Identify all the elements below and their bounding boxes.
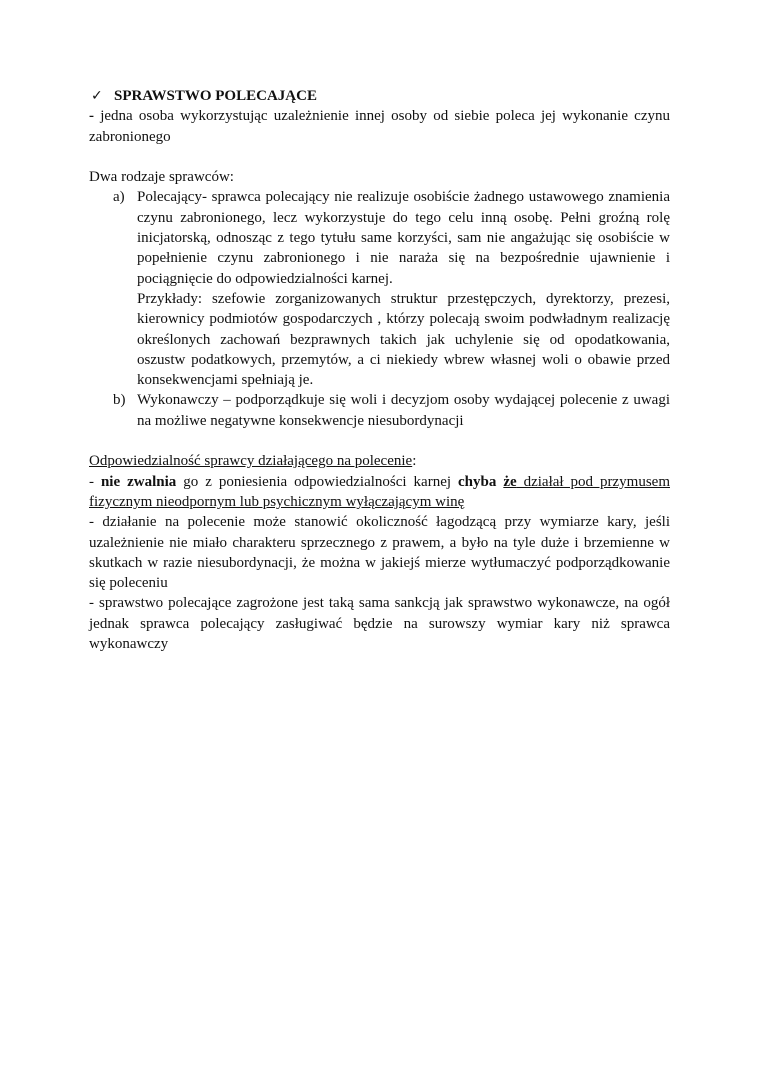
responsibility-heading-colon: : bbox=[412, 453, 417, 470]
responsibility-point-1 bbox=[89, 472, 670, 513]
document-page bbox=[89, 86, 670, 654]
spacer bbox=[89, 431, 670, 451]
section-heading bbox=[89, 86, 670, 106]
list-marker: a) bbox=[113, 189, 125, 206]
list-paragraph: Polecający- sprawca polecający nie realizuje osobiście żadnego ustawowego znamienia czynu zabronionego, lecz wykorzystuje do tego celu inną osobę. Pełni groźną rolę inicjatorską, odnosząc z tego tytułu same korzyści, sam nie angażując się osobiście w popełnienie czynu zabronionego i nie naraża się na bezpośrednie ujawnienie i pociągnięcie do odpowiedzialności karnej. bbox=[137, 189, 670, 287]
responsibility-point-3: - sprawstwo polecające zagrożone jest taką sama sankcją jak sprawstwo wykonawcze, na ogół jednak sprawca polecający zasługiwać będzie na surowszy wymiar kary niż sprawca wykonawczy bbox=[89, 595, 670, 653]
list-item-body bbox=[137, 187, 670, 390]
emphasis-ze: że bbox=[503, 473, 517, 490]
spacer bbox=[89, 147, 670, 167]
definition-paragraph bbox=[89, 106, 670, 147]
responsibility-heading bbox=[89, 451, 670, 471]
emphasis-chyba: chyba bbox=[458, 473, 497, 490]
emphasis-nie-zwalnia: nie zwalnia bbox=[100, 473, 177, 490]
section-title: SPRAWSTWO POLECAJĄCE bbox=[114, 88, 317, 104]
list-paragraph: Wykonawczy – podporządkuje się woli i decyzjom osoby wydającej polecenie z uwagi na możliwe negatywne konsekwencje niesubordynacji bbox=[137, 392, 670, 429]
types-label: Dwa rodzaje sprawców: bbox=[89, 169, 234, 186]
checkmark-icon: ✓ bbox=[91, 88, 103, 104]
responsibility-point-2: - działanie na polecenie może stanowić okoliczność łagodzącą przy wymiarze kary, jeśli uzależnienie nie miało charakteru sprzecznego z prawem, a było na tyle duże i brzemienne w skutkach w razie niesubordynacji, że można w jakiejś mierze wytłumaczyć podporządkowanie się poleceniu bbox=[89, 514, 670, 592]
point-text-underlined: działał pod przymusem fizycznym nieodpornym lub psychicznym wyłączającym winę bbox=[89, 473, 670, 510]
list-marker: b) bbox=[113, 392, 126, 409]
responsibility-heading-text: Odpowiedzialność sprawcy działającego na polecenie bbox=[89, 453, 413, 470]
definition-dash: - bbox=[89, 108, 94, 125]
point-dash: - bbox=[89, 473, 101, 490]
definition-text: jedna osoba wykorzystując uzależnienie innej osoby od siebie poleca jej wykonanie czynu zabronionego bbox=[89, 108, 670, 145]
point-text: go z poniesienia odpowiedzialności karnej bbox=[176, 473, 458, 490]
list-paragraph: Przykłady: szefowie zorganizowanych struktur przestępczych, dyrektorzy, prezesi, kierownicy podmiotów gospodarczych , którzy polecają swoim podwładnym realizację określonych zachowań bezprawnych takich jak uchylenie się od opodatkowania, oszustw podatkowych, przemytów, a ci niekiedy wbrew własnej woli o obawie przed konsekwencjami spełniają je. bbox=[137, 290, 670, 389]
list-item-wykonawczy bbox=[113, 390, 670, 431]
list-item-polecajacy bbox=[113, 187, 670, 390]
list-item-body bbox=[137, 390, 670, 431]
